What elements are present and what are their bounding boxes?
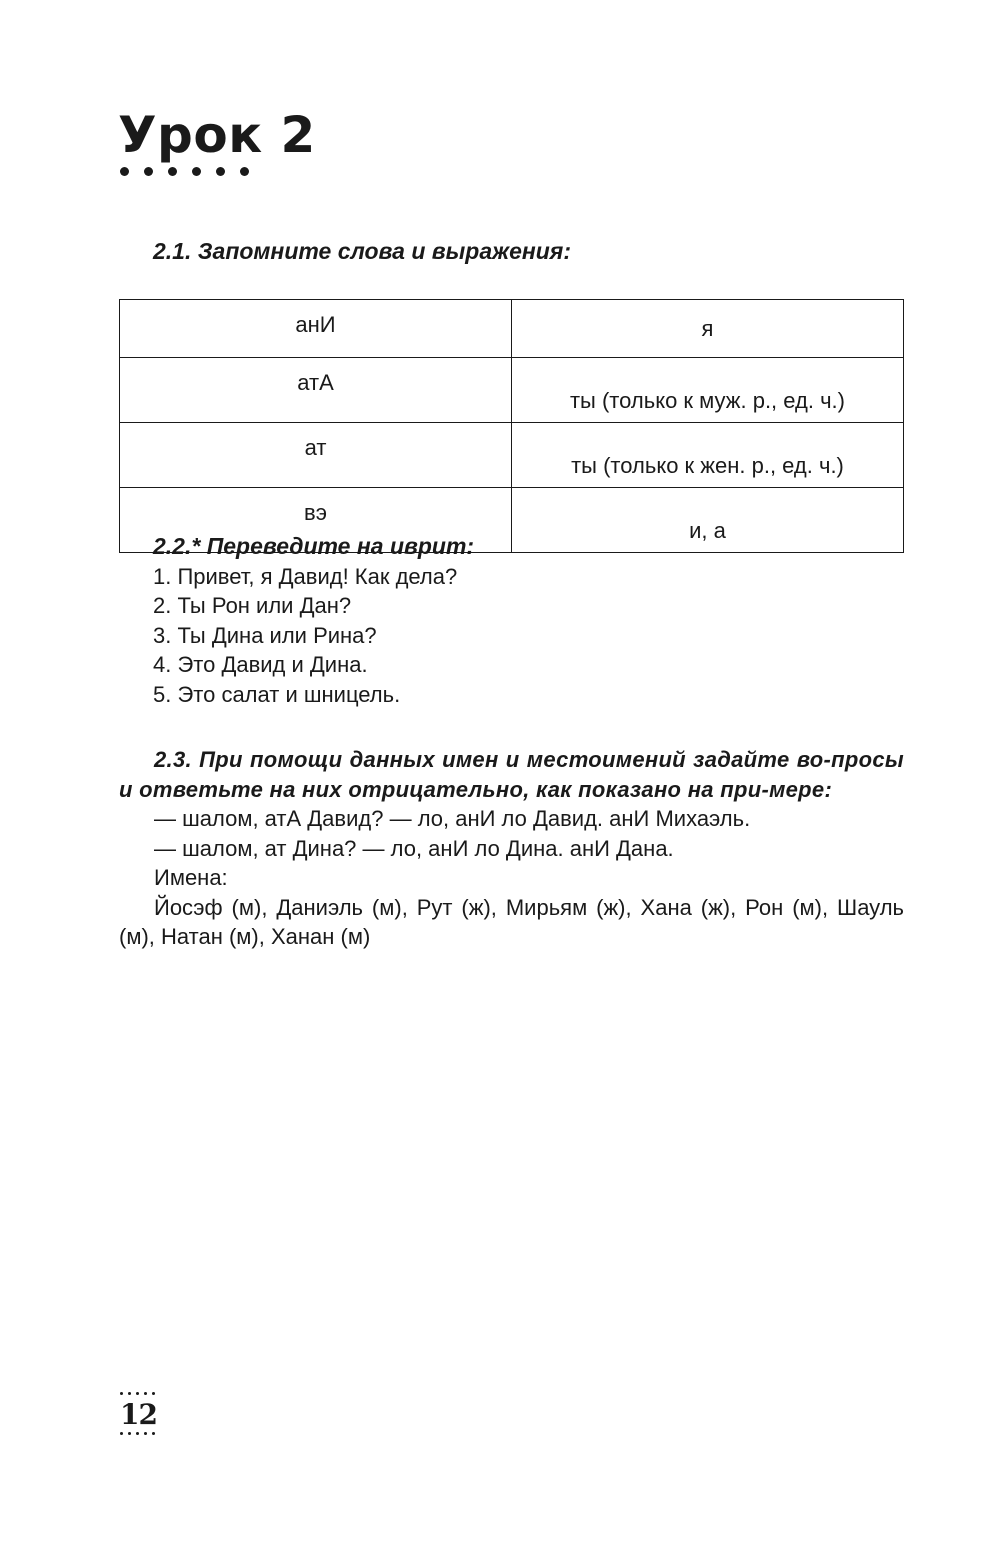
table-cell-russian: ты (только к муж. р., ед. ч.) — [512, 358, 904, 423]
example-line: — шалом, атА Давид? — ло, анИ ло Давид. анИ Михаэль. — [154, 806, 751, 831]
table-cell-russian: я — [512, 300, 904, 358]
table-cell-hebrew: ат — [120, 423, 512, 488]
page-title: Урок 2 — [118, 106, 316, 164]
table-cell-hebrew: вэ — [120, 488, 512, 553]
list-item: 2. Ты Рон или Дан? — [153, 593, 352, 618]
table-row — [120, 358, 904, 423]
names-list: Йосэф (м), Даниэль (м), Рут (ж), Мирьям (ж), Хана (ж), Рон (м), Шауль (м), Натан (м), Ханан (м) — [119, 894, 904, 949]
table-row — [120, 423, 904, 488]
table-row — [120, 300, 904, 358]
page-number-dots-bottom — [120, 1432, 160, 1438]
section-2-3-heading: 2.3. При помощи данных имен и местоимений задайте во-просы и ответьте на них отрицательно, как показано на при-мере: — [119, 747, 904, 802]
section-2-3 — [119, 745, 904, 952]
list-item: 4. Это Давид и Дина. — [153, 652, 368, 677]
section-2-1-heading: 2.1. Запомните слова и выражения: — [153, 238, 572, 264]
title-dots-divider — [120, 167, 249, 176]
list-item: 1. Привет, я Давид! Как дела? — [153, 563, 458, 589]
names-label: Имена: — [154, 865, 228, 890]
table-cell-russian: ты (только к жен. р., ед. ч.) — [512, 423, 904, 488]
section-2-2 — [153, 532, 474, 709]
list-item: 3. Ты Дина или Рина? — [153, 622, 377, 648]
page-number: 12 — [120, 1398, 157, 1431]
vocabulary-table — [119, 299, 904, 553]
section-2-2-heading: 2.2.* Переведите на иврит: — [153, 533, 475, 559]
table-cell-russian: и, а — [512, 488, 904, 553]
list-item: 5. Это салат и шницель. — [153, 681, 401, 707]
example-line: — шалом, ат Дина? — ло, анИ ло Дина. анИ Дана. — [154, 835, 674, 861]
table-cell-hebrew: атА — [120, 358, 512, 423]
page-number-block — [120, 1392, 160, 1438]
table-cell-hebrew: анИ — [120, 300, 512, 358]
